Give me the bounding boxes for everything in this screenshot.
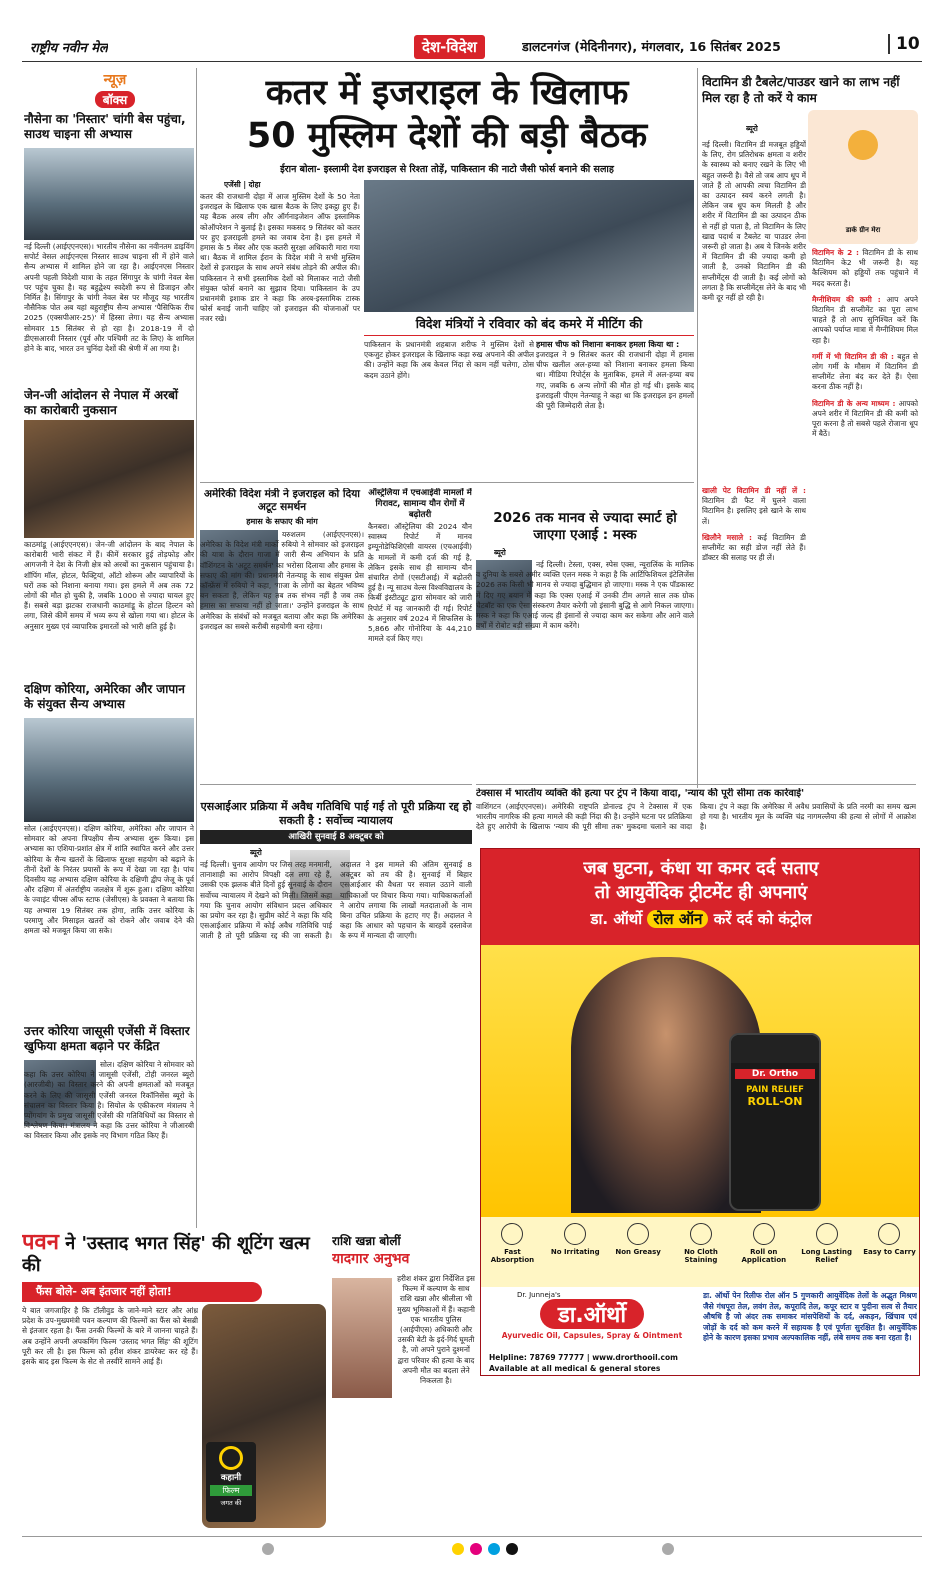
tip-text: आपको अपने शरीर में विटामिन डी की कमी को पूरा करना है तो सबसे पहले रोजाना धूप में बैठें। [812,398,918,439]
tip-text: विटामिन डी फैट में घुलने वाला विटामिन है। इसलिए इसे खाने के साथ लें। [702,496,806,526]
raashi-body: हरीश शंकर द्वारा निर्देशित इस फिल्म में कल्याण के साथ राशि खन्ना और श्रीलीला भी मुख्य भूमिकाओं में हैं। कहानी एक भारतीय पुलिस (आईपीएस) अधिकारी और उसकी बेटी के इर्द-गिर्द घूमती है, जो अपने पुराने दुश्मनों द्वारा परिवार की हत्या के बाद अपनी मौत का बदला लेने निकलता है। [397,1274,475,1386]
story-body: नई दिल्ली। टेस्ला, एक्स, स्पेस एक्स, न्यूरालिंक के मालिक व दुनिया के सबसे अमीर व्यक्ति एलन मस्क ने कहा है कि आर्टिफिशियल इंटेलिजेंस 2026 तक किसी भी मानव से ज्यादा बुद्धिमान हो जाएगा। मस्क ने एक पॉडकास्ट में दिए गए बयान में कहा कि एक्स एआई में उनकी टीम अगले साल तक ग्रोक चैटबॉट का एक ऐसा संस्करण तैयार करेगी जो इंसानी बुद्धि से आगे निकल जाएगा। मस्क ने कहा कि एआई जल्द ही इंसानों से ज्यादा काम कर सकेगा और आने वाले वर्षों में रोबोट बड़ी संख्या में काम करेंगे। [476,560,694,631]
registration-mark [262,1543,274,1555]
vitamin-tips [812,248,918,784]
ad-bottle-brand: Dr. Ortho [735,1069,815,1079]
feature-icon [753,1223,775,1245]
news-box-badge [60,70,170,110]
tip-text: कई विटामिन डी सप्लीमेंट का सही डोज नहीं लेते हैं। डॉक्टर की सलाह पर ही लें। [702,532,806,563]
story-headline: 2026 तक मानव से ज्यादा स्मार्ट हो जाएगा एआई : मस्क [493,510,677,543]
story-headline: नौसेना का 'निस्तार' चांगी बेस पहुंचा, साउथ चाइना सी अभ्यास [24,112,186,141]
ad-bottle-name: PAIN RELIEF [746,1085,804,1095]
story-headline: ऑस्ट्रेलिया में एचआईवी मामलों में गिरावट, सामान्य यौन रोगों में बढ़ोतरी [368,488,472,520]
ad-description: डा. ऑर्थो पेन रिलीफ रोल ऑन 5 गुणकारी आयुर्वेदिक तेलों के अद्भुत मिश्रण जैसे गंधपूरा तेल, लवंग तेल, कपूरादि तेल, कपूर स्टार व पुदीना सत्व से तैयार औषधि है जो अंदर तक समाकर मांसपेशियों के दर्द, अकड़न, खिंचाव एवं जोड़ों के दर्द को कम करने में सहायक है एवं पूर्णतः सुरक्षित है। आयुर्वेदिक होने के कारण इसका प्रभाव अल्पकालिक नहीं, लंबे समय तक बना रहता है। [703,1291,917,1342]
film-section-badge [206,1442,256,1522]
registration-mark [506,1543,518,1555]
tip [812,295,918,346]
feature-label: Non Greasy [615,1248,661,1256]
sun-icon [848,130,878,160]
pawan-headline-rest: ने 'उस्ताद भगत सिंह' की शूटिंग खत्म की [22,1233,310,1276]
feature-label: No Cloth Staining [684,1248,718,1264]
registration-mark [488,1543,500,1555]
feature-icon [564,1223,586,1245]
lead-headline [200,72,694,158]
page-number: 10 [888,34,920,54]
story-body: कैनबरा। ऑस्ट्रेलिया की 2024 यौन स्वास्थ्य रिपोर्ट में मानव इम्यूनोडेफिशिएंसी वायरस (एचआईवी) के मामलों में कमी दर्ज की गई है, लेकिन इसके साथ ही सामान्य यौन संचारित रोगों (एसटीआई) में बढ़ोतरी हुई है। न्यू साउथ वेल्स विश्वविद्यालय के किर्बी इंस्टीट्यूट द्वारा सोमवार को जारी रिपोर्ट में यह जानकारी दी गई। रिपोर्ट के अनुसार वर्ष 2024 में सिफलिस के 5,866 और गोनोरिया के 44,210 मामले दर्ज किए गए। [368,522,472,644]
tip-text: बहुत से लोग गर्मी के मौसम में विटामिन डी सप्लीमेंट लेना बंद कर देते हैं। ऐसा करना ठीक नहीं है। [812,351,918,392]
lead-sidebar-headline: हमास चीफ को निशाना बनाकर हमला किया था : [536,340,680,349]
story-body: नई दिल्ली। चुनाव आयोग पर जिस तरह मनमानी, तानाशाही का आरोप विपक्षी दल लगा रहे हैं, उसकी एक झलक बीते दिनों हुई सुनवाई के दौरान सर्वोच्च न्यायालय में देखने को मिली। जिसमें कहा गया कि चुनाव आयोग संविधान प्रदत्त अधिकार का प्रयोग कर रहा है। सुप्रीम कोर्ट ने कहा कि यदि एसआईआर प्रक्रिया में कोई अवैध गतिविधि पाई जाती है तो पूरी प्रक्रिया रद्द की जा सकती है। अदालत ने इस मामले की अंतिम सुनवाई 8 अक्टूबर को तय की है। सुनवाई में बिहार एसआईआर की वैधता पर सवाल उठाने वाली याचिकाओं पर विचार किया गया। याचिकाकर्ताओं ने आरोप लगाया कि लाखों मतदाताओं के नाम बिना उचित प्रक्रिया के हटाए गए हैं। अदालत ने कहा कि आधार को पहचान के बारहवें दस्तावेज के रूप में मान्यता दी जाएगी। [200,860,472,941]
ad-logo-prefix: Dr. Junneja's [517,1291,561,1299]
lead-body: कतर की राजधानी दोहा में आज मुस्लिम देशों के 50 नेता इजराइल के खिलाफ एक खास बैठक के लिए इकट्ठा हुए हैं। यह बैठक अरब लीग और ऑर्गनाइजेशन ऑफ इस्लामिक कोऑपरेशन ने बुलाई है। इसका मकसद 9 सितंबर को कतर पर हुए इजराइली हमले का जवाब देना है। इस हमले में हमास के 5 मेंबर और एक कतरी सुरक्षा अधिकारी मारा गया था। बैठक में शामिल ईरान के विदेश मंत्री ने सभी मुस्लिम देशों से इजराइल के साथ अपने संबंध तोड़ने की अपील की। पाकिस्तान ने सभी इस्लामिक देशों को मिलाकर नाटो जैसी संयुक्त फोर्स बनाने का सुझाव दिया। पाकिस्तान के उप प्रधानमंत्री इशाक डार ने कहा कि अरब-इस्लामिक टास्क फोर्स बनाई जानी चाहिए जो इजराइल की योजनाओं पर नजर रखे। [200,192,360,324]
pawan-headline-word: पवन [22,1232,59,1255]
feature-item [547,1223,603,1256]
tip [702,486,806,527]
tip-title: विटामिन के 2 : [812,248,859,257]
dateline: डालटनगंज (मेदिनीनगर), मंगलवार, 16 सितंबर 2025 [522,39,781,54]
ad-helpline[interactable]: Helpline: 78769 77777 | www.drorthooil.com [489,1353,678,1362]
badge-top: कहानी [220,1473,242,1483]
lead-headline-line-2: 50 मुस्लिम देशों की बड़ी बैठक [246,116,648,156]
story-headline: अमेरिकी विदेश मंत्री ने इजराइल को दिया अटूट समर्थन [203,488,361,513]
raashi-headline-bottom: यादगार अनुभव [332,1251,410,1267]
section-title: देश-विदेश [414,35,485,59]
tip-text: आप अपने विटामिन डी सप्लीमेंट का पूरा लाभ चाहते हैं तो आप सुनिश्चित करें कि आपको पर्याप्त मात्रा में मैग्नीशियम मिल रहा है। [812,294,918,345]
tip-title: खिलौने मसाले : [702,532,752,542]
tip-title: गर्मी में भी विटामिन डी की : [812,351,894,361]
tip [812,248,918,289]
story-photo [24,718,194,822]
lead-sidebar [536,340,694,476]
ad-logo-main: डा.ऑर्थो [540,1299,644,1329]
story-subhead: हमास के सफाए की मांग [246,517,318,526]
story-byline: ब्यूरो [250,848,262,857]
story-body: नई दिल्ली (आईएएनएस)। भारतीय नौसेना का नवीनतम डाइविंग सपोर्ट वेसल आईएनएस निस्तार साउथ चाइना सी में होने वाले सैन्य अभ्यास में शामिल होने जा रहा है। आईएनएस निस्तार अपनी पहली विदेशी यात्रा के तहत सिंगापुर के चांगी नेवल बेस पर पहुंच चुका है। यह बहुद्वेश्य स्वदेशी रूप से डिजाइन और निर्मित है। सिंगापुर के चांगी नेवल बेस पर मौजूद यह भारतीय नौसैनिक पोत अब यहां बहुराष्ट्रीय सैन्य अभ्यास 'पैसिफिक रीच 2025 (एक्सपीआर-25)' में हिस्सा लेगा। यह सैन्य अभ्यास सोमवार 15 सितंबर से हो रहा है। 2018-19 में दो डीएसआरवी निस्तार (पूर्व और पश्चिमी तट के लिए) के शामिल होने के बाद, भारत उन चुनिंदा देशों की श्रेणी में आ गया है। [24,242,194,354]
news-box-label-2: बॉक्स [95,91,136,108]
ad-line-2: तो आयुर्वेदिक ट्रीटमेंट ही अपनाएं [594,882,808,903]
ortho-advertisement[interactable] [480,848,920,1376]
feature-item [736,1223,792,1264]
feature-label: Easy to Carry [863,1248,916,1256]
ad-bottle-cap [731,1035,819,1063]
feature-item [610,1223,666,1256]
story-photo [24,420,194,538]
badge-mid: फिल्म [210,1485,252,1496]
tip-title: खाली पेट विटामिन डी नहीं लें : [702,486,806,495]
story-headline: दक्षिण कोरिया, अमेरिका और जापान के संयुक्त सैन्य अभ्यास [24,682,185,711]
raashi-headline-top: राशि खन्ना बोलीं [332,1234,401,1248]
tip-text: विटामिन डी के साथ विटामिन के2 भी जरूरी है। यह कैल्शियम को हड्डियों तक पहुंचाने में मदद करता है। [812,248,918,288]
ad-headline [481,857,920,931]
feature-icon [501,1223,523,1245]
registration-mark [452,1543,464,1555]
story-body: नई दिल्ली। विटामिन डी मजबूत हड्डियों के लिए, रोग प्रतिरोधक क्षमता व शरीर के स्वास्थ्य को बनाए रखने के लिए भी बहुत जरूरी है। वैसे तो जब आप धूप में जाते हैं तो आपकी त्वचा विटामिन डी का उत्पादन स्वयं करने लगती है। लेकिन जब धूप कम मिलती है और शरीर में विटामिन डी का उत्पादन ठीक से नहीं हो पाता है, तो विटामिन के लिए खाद्य पदार्थ व टैबलेट या पाउडर लेना जरूरी हो जाता है। अब ये जिनके शरीर में विटामिन डी की ज्यादा कमी हो जाती है, उनको विटामिन डी की सप्लीमेंट्स दी जाती है। कई लोगों को लगता है कि सप्लीमेंट्स लेने के बाद भी कमी दूर नहीं हो रही है। [702,140,806,303]
feature-item [484,1223,540,1264]
lead-headline-line-1: कतर में इजराइल के खिलाफ [265,73,629,113]
feature-icon [690,1223,712,1245]
story-body: काठमांडू (आईएएनएस)। जेन-जी आंदोलन के बाद नेपाल के कारोबारी भारी संकट में हैं। कीमें सरकार हुई तोड़फोड़ और आगजनी ने देश के निजी क्षेत्र को अरबों का नुकसान पहुंचाया है। शॉपिंग मॉल, होटल, फैक्ट्रियां, ऑटो शोरूम और व्यापारियों के घरों तक को निशाना बनाया गया। इस हमले में अब तक 72 लोगों की मौत हो चुकी है, जबकि 1000 से ज्यादा घायल हुए हैं। सबसे बड़ा झटका राजधानी काठमांडू के होटल हिल्टन को लगा, जिसे कीमें समय में भव्य रूप से खोला गया था। होटल के अनुसार मुख्य एवं व्यापारिक इमारतों को भारी क्षति हुई है। [24,540,194,631]
feature-label: Roll on Application [741,1248,787,1264]
ad-brand-text: डा. ऑर्थो [590,910,643,928]
feature-icon [816,1223,838,1245]
lead-photo [364,180,694,312]
footer-bar [22,1536,922,1556]
ad-yellow-panel [481,945,920,1217]
pawan-headline [22,1232,322,1277]
feature-item [861,1223,917,1256]
feature-label: Fast Absorption [490,1248,535,1264]
feature-item [799,1223,855,1264]
feature-label: No Irritating [550,1248,600,1256]
story-headline: एसआईआर प्रक्रिया में अवैध गतिविधि पाई गई तो पूरी प्रक्रिया रद्द हो सकती है : सर्वोच्च न्यायालय [200,800,472,827]
raashi-photo [332,1278,392,1398]
story-body: सोल (आईएएनएस)। दक्षिण कोरिया, अमेरिका और जापान ने सोमवार को अपना त्रिपक्षीय सैन्य अभ्यास शुरू किया। इस अभ्यास का एशिया-प्रशांत क्षेत्र में शांति स्थापित करने और उत्तर कोरिया के सैन्य खतरों के खिलाफ सुरक्षा सहयोग को बढ़ाने के तीनों देशों के निरंतर प्रयासों के रूप में देखा जा रहा है। पांच दिवसीय यह अभ्यास दक्षिण कोरिया के दक्षिणी द्वीप जेजू के पूर्व और दक्षिण में अंतर्राष्ट्रीय जलक्षेत्र में शुरू हुआ। दक्षिण कोरिया के ज्वाइंट चीफ्स ऑफ स्टाफ (जेसीएस) के प्रवक्ता ने बताया कि यह अभ्यास 19 सितंबर तक होगा, ताकि उत्तर कोरिया के परमाणु और मिसाइल खतरों को रोकने और जवाब देने की क्षमता को मजबूत किया जा सके। [24,824,194,936]
pawan-strap: फैंस बोले- अब इंतजार नहीं होता! [22,1282,262,1302]
ad-availability: Available at all medical & general stores [489,1364,661,1373]
raashi-box [332,1232,476,1528]
illustration-label: डार्क ग्रीन मेरा [845,226,881,234]
story-headline: जेन-जी आंदोलन से नेपाल में अरबों का कारोबारी नुकसान [24,388,179,417]
news-box-label-1: न्यूज़ [103,72,127,88]
ad-line-3 [481,907,920,931]
ad-line-1: जब घुटना, कंधा या कमर दर्द सताए [583,858,819,879]
tip [702,533,806,564]
story-headline: उत्तर कोरिया जासूसी एजेंसी में विस्तार खुफिया क्षमता बढ़ाने पर केंद्रित [24,1024,190,1053]
story-headline: विटामिन डी टैबलेट/पाउडर खाने का लाभ नहीं मिल रहा है तो करें ये काम [702,75,900,105]
feature-icon [878,1223,900,1245]
story-photo [24,148,194,240]
ad-rollon-pill: रोल ऑन [647,910,708,928]
ad-product-bottle [729,1033,821,1211]
story-headline: टेक्सास में भारतीय व्यक्ति की हत्या पर ट्रंप ने किया वादा, 'न्याय की पूरी सीमा तक कार्रवाई' [476,788,805,799]
story-body: सोल। दक्षिण कोरिया ने सोमवार को कहा कि उत्तर कोरिया ने जासूसी एजेंसी, टोही जनरल ब्यूरो (आरजीबी) का विस्तार करने की अपनी क्षमताओं को मजबूत करने के लिए की जासूसी एजेंसी जनरल रिकॉनिसेंस ब्यूरो के संचालन का विस्तार किया है। सियोल के एकीकरण मंत्रालय ने प्योंगयांग के प्रमुख जासूसी एजेंसी की गतिविधियों का विस्तार से विश्लेषण किया। मंत्रालय ने कहा कि उत्तर कोरिया ने जीआरबी का विस्तार किया और इसके नए विभाग गठित किए हैं। [24,1060,194,1141]
feature-item [673,1223,729,1264]
tip [812,352,918,393]
registration-mark [470,1543,482,1555]
film-reel-icon [219,1446,243,1470]
ad-logo-tagline: Ayurvedic Oil, Capsules, Spray & Ointment [501,1331,683,1340]
ad-bottom [481,1287,920,1376]
lead-byline: एजेंसी | दोहा [224,180,261,189]
story-byline: ब्यूरो [746,124,758,133]
ad-bottle-name-2: ROLL-ON [747,1095,803,1108]
tip-title: मैग्नीशियम की कमी : [812,294,881,304]
publication-name: राष्ट्रीय नवीन मेल [30,41,108,56]
masthead [22,32,922,62]
lead-continuation: पाकिस्तान के प्रधानमंत्री शहबाज शरीफ ने मुस्लिम देशों से एकजुट होकर इजराइल के खिलाफ कड़ा रुख अपनाने की अपील की। उन्होंने कहा कि अब केवल निंदा से काम नहीं चलेगा, ठोस कदम उठाने होंगे। [364,340,534,380]
story-byline: ब्यूरो [494,548,506,557]
lead-sidebar-body: इजराइल ने 9 सितंबर कतर की राजधानी दोहा में हमास चीफ खलील अल-हय्या को निशाना बनाकर हमला किया था। मीडिया रिपोर्ट्स के मुताबिक, हमले में अल-हय्या बच गए, जबकि 6 अन्य लोगों की मौत हो गई थी। इसके बाद इजराइली पीएम नेतन्याहू ने कहा था कि इजराइल इन हमलों की पूरी जिम्मेदारी लेता है। [536,350,694,411]
lead-subhead: ईरान बोला- इस्लामी देश इजराइल से रिश्ता तोड़ें, पाकिस्तान की नाटो जैसी फोर्स बनाने की सलाह [280,164,614,175]
pawan-feature [22,1232,476,1528]
story-body: यरुशलम (आईएएनएस)। अमेरिका के विदेश मंत्री मार्को रुबियो ने सोमवार को इजराइल की यात्रा के दौरान गाजा में जारी सैन्य अभियान के प्रति वॉशिंगटन के 'अटूट समर्थन' का भरोसा दिलाया और हमास के सफाए की मांग की। प्रधानमंत्री नेतन्याहू के साथ संयुक्त प्रेस कॉन्फ्रेंस में रुबियो ने कहा, 'गाजा के लोगों का बेहतर भविष्य बन सकता है, लेकिन यह तब तक संभव नहीं है जब तक हमास का सफाया नहीं हो जाता।' उन्होंने इजराइल के साथ अमेरिका के संबंधों को मजबूत बताया और कहा कि अमेरिका इजराइल का सबसे करीबी सहयोगी बना रहेगा। [200,530,364,631]
tip [812,399,918,440]
feature-label: Long Lasting Relief [801,1248,853,1264]
story-subhead: आखिरी सुनवाई 8 अक्टूबर को [200,830,472,844]
vitamin-illustration [808,110,918,244]
lead-photo-caption: विदेश मंत्रियों ने रविवार को बंद कमरे में मीटिंग की [364,312,694,336]
story-body: वाशिंगटन (आईएएनएस)। अमेरिकी राष्ट्रपति डोनाल्ड ट्रंप ने टेक्सास में एक भारतीय नागरिक की हत्या मामले की कड़ी निंदा की है। उन्होंने घटना पर प्रतिक्रिया देते हुए आरोपी के खिलाफ 'न्याय की पूरी सीमा तक' मुकदमा चलाने का वादा किया। ट्रंप ने कहा कि अमेरिका में अवैध प्रवासियों के प्रति नरमी का समय खत्म हो गया है। भारतीय मूल के व्यक्ति चंद्र नागमल्लैया की हत्या से लोगों में आक्रोश है। [476,802,916,832]
feature-icon [627,1223,649,1245]
pawan-body: ये बात जगजाहिर है कि टॉलीवुड के जाने-माने स्टार और आंध्र प्रदेश के उप-मुख्यमंत्री पवन कल्याण की फिल्मों का फैंस को बेसब्री से इंतजार रहता है। फैंस उनकी फिल्मों के बारे में जानना चाहते हैं। अब उन्होंने अपनी अपकमिंग फिल्म 'उस्ताद भगत सिंह' की शूटिंग पूरी कर ली है। इस फिल्म को हरीश शंकर डायरेक्ट कर रहे हैं। इसके बाद इस फिल्म के सेट से तस्वीरें सामने आई हैं। [22,1306,198,1367]
vitamin-tips-lower [702,486,806,782]
badge-bot: जगत की [220,1499,242,1507]
tip-title: विटामिन डी के अन्य माध्यम : [812,398,896,408]
ad-features [481,1217,920,1287]
registration-mark [662,1543,674,1555]
ad-logo [487,1291,697,1351]
ad-tagline: करें दर्द को कंट्रोल [713,910,812,928]
